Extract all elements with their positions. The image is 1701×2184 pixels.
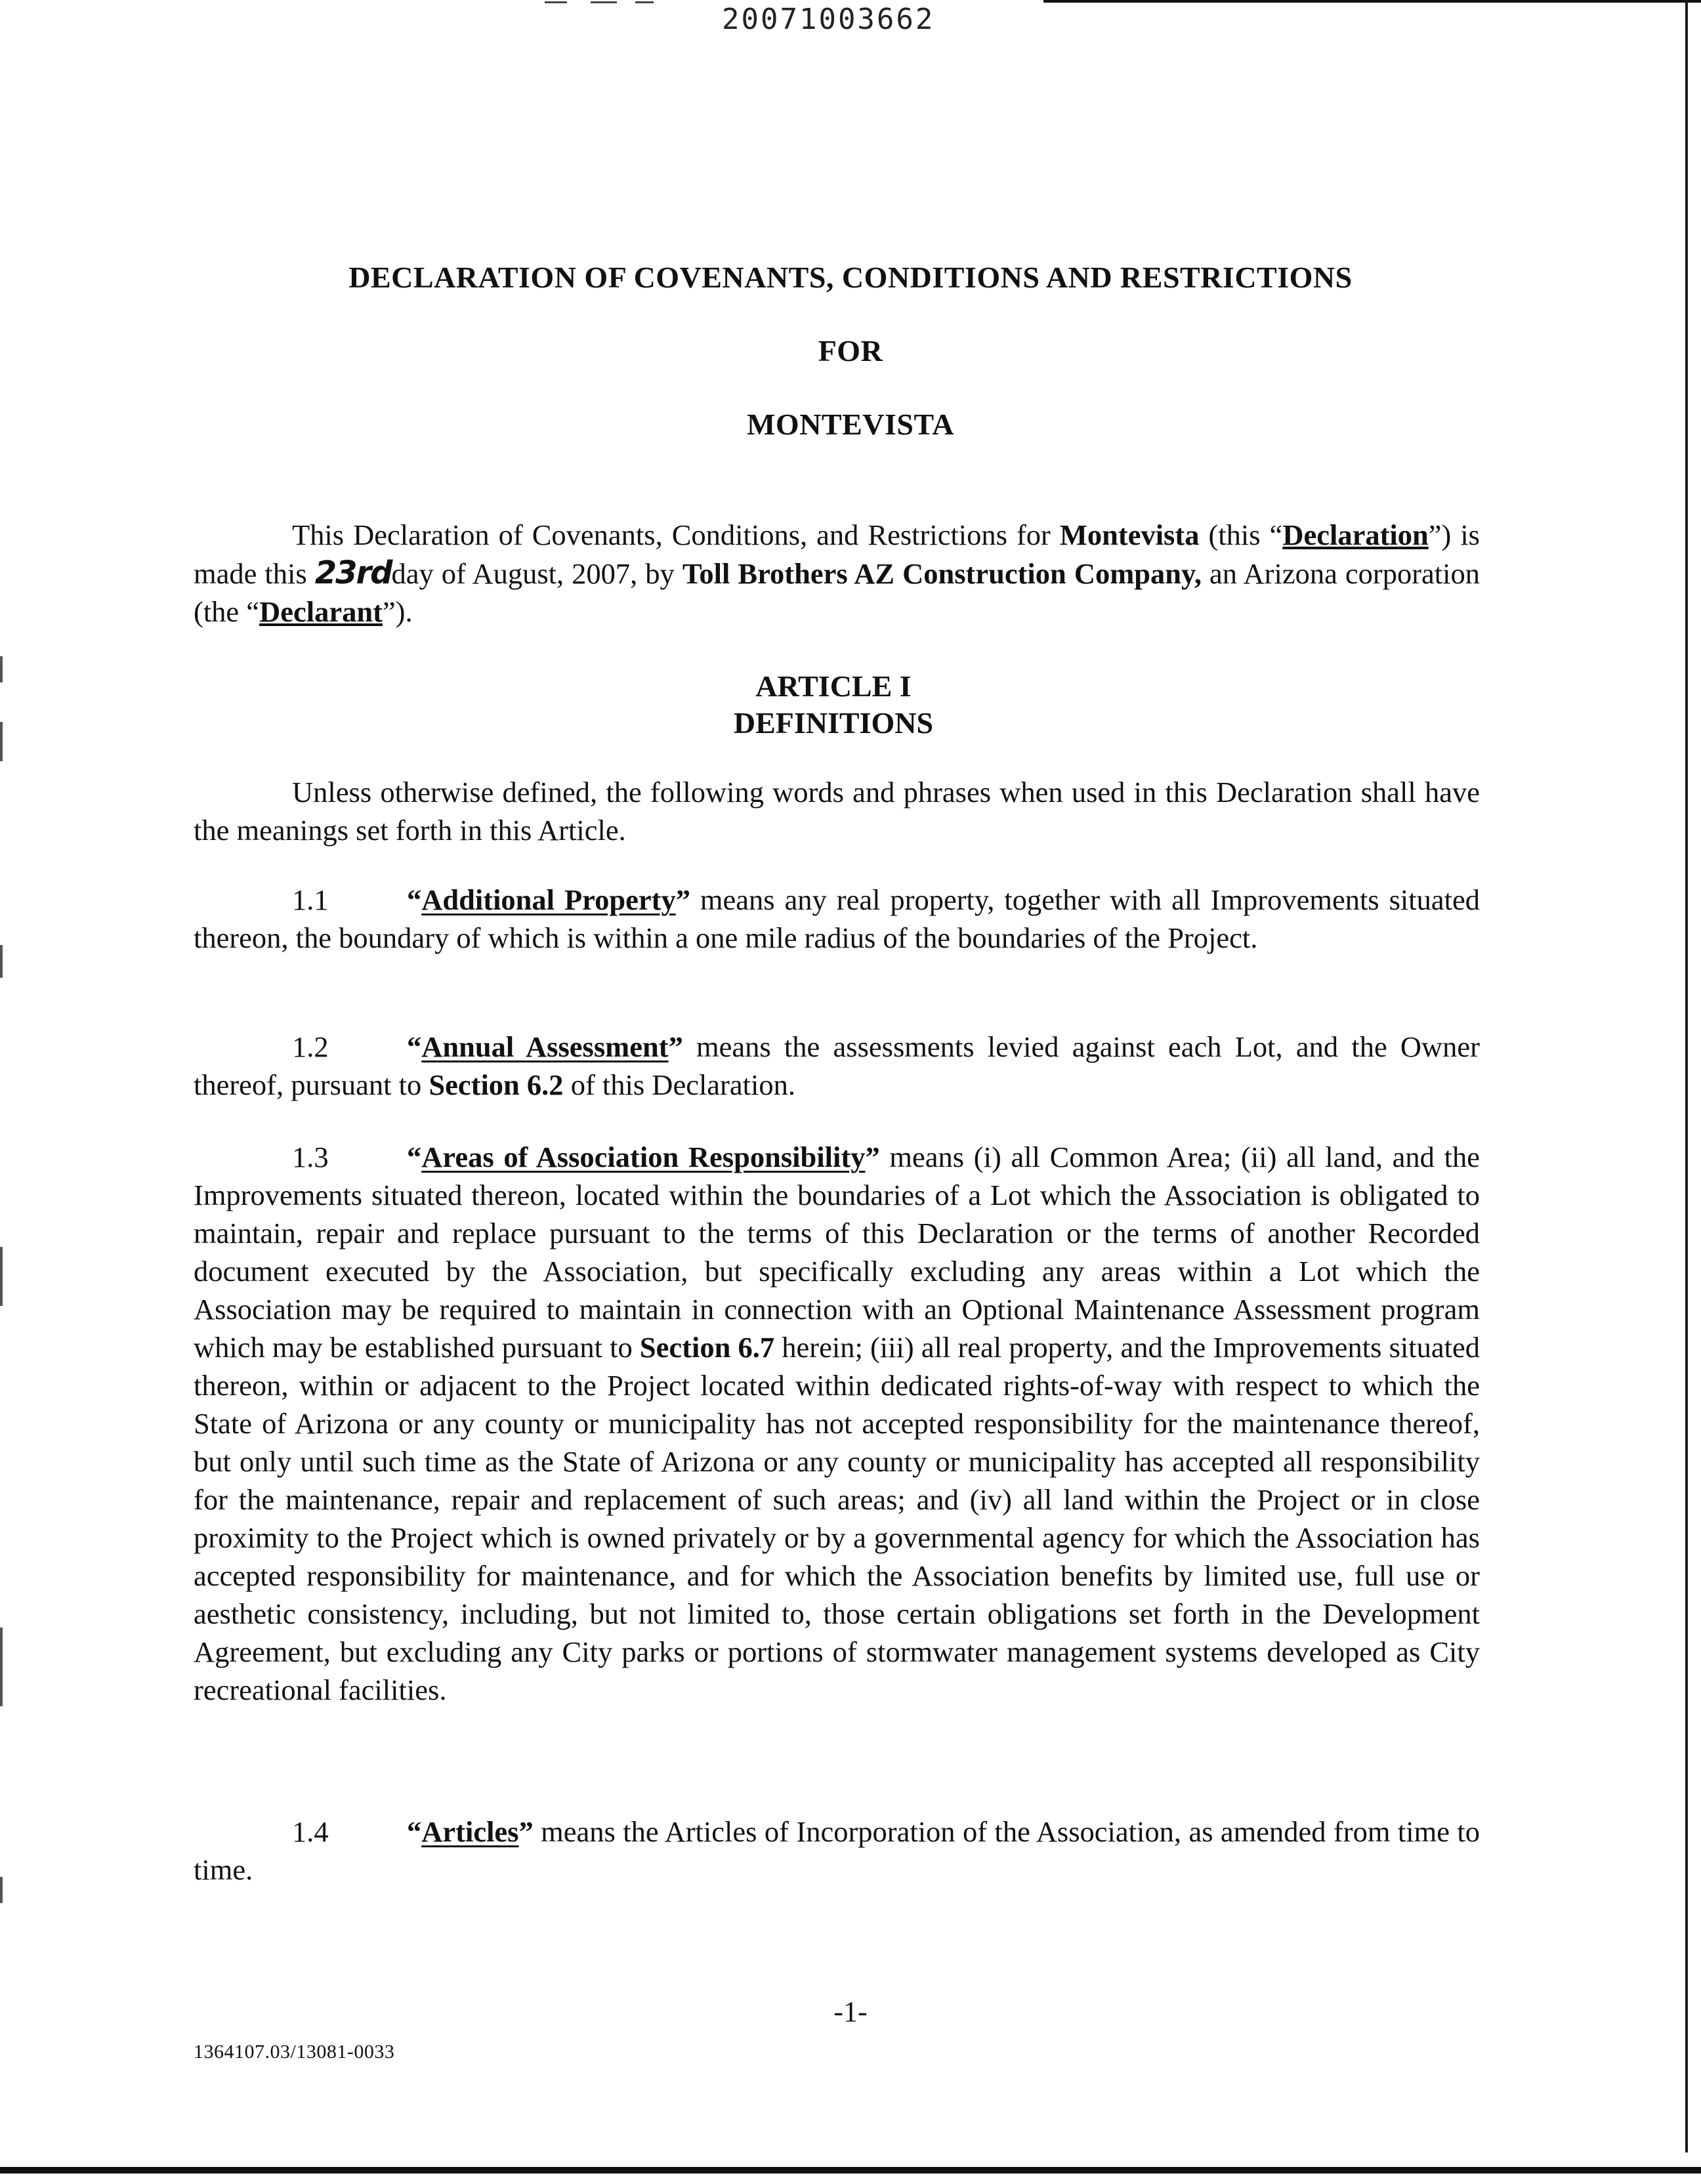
scan-right-border <box>1685 0 1688 2152</box>
defined-term-declarant: Declarant <box>259 595 383 628</box>
document-title-project: MONTEVISTA <box>747 408 954 441</box>
section-number: 1.3 <box>292 1141 329 1173</box>
scan-edge-mark <box>0 1247 3 1306</box>
page-number: -1- <box>833 1996 868 2028</box>
defined-term: Areas of Association Responsibility <box>421 1141 866 1173</box>
section-1-1: 1.1 “Additional Property” means any real property, together with all Improvements situated thereon, the boundary of which is within a one mile radius of the boundaries of the Project. <box>194 881 1480 957</box>
document-id: 1364107.03/13081-0033 <box>194 2041 395 2063</box>
scan-artifact <box>635 1 654 3</box>
scan-artifact <box>591 1 617 3</box>
record-number: 20071003662 <box>722 3 935 36</box>
section-number: 1.2 <box>292 1030 329 1063</box>
document-title: DECLARATION OF COVENANTS, CONDITIONS AND RESTRICTIONS <box>348 261 1353 294</box>
article-name: DEFINITIONS <box>733 706 934 740</box>
definitions-intro: Unless otherwise defined, the following words and phrases when used in this Declaration shall have the meanings set forth in this Article. <box>194 776 1480 847</box>
handwritten-day: 23rd <box>314 555 392 591</box>
scan-edge-mark <box>0 945 3 978</box>
scan-artifact <box>545 1 567 3</box>
section-1-2: 1.2 “Annual Assessment” means the assessments levied against each Lot, and the Owner thereof, pursuant to Section 6.2 of this Declaration. <box>194 1028 1480 1104</box>
section-1-3: 1.3 “Areas of Association Responsibility” means (i) all Common Area; (ii) all land, and the Improvements situated thereon, located within the boundaries of a Lot which the Association is obligated to maintain, repair and replace pursuant to the terms of this Declaration or the terms of another Recorded document executed by the Association, but specifically excluding any areas within a Lot which the Association may be required to maintain in connection with an Optional Maintenance Assessment program which may be established pursuant to Section 6.7 herein; (iii) all real property, and the Improvements situated thereon, within or adjacent to the Project located within dedicated rights-of-way with respect to which the State of Arizona or any county or municipality has not accepted responsibility for the maintenance thereof, but only until such time as the State of Arizona or any county or municipality has accepted all responsibility for the maintenance, repair and replacement of such areas; and (iv) all land within the Project or in close proximity to the Project which is owned privately or by a governmental agency for which the Association has accepted responsibility for maintenance, and for which the Association benefits by limited use, full use or aesthetic consistency, including, but not limited to, those certain obligations set forth in the Development Agreement, but excluding any City parks or portions of stormwater management systems developed as City recreational facilities. <box>194 1138 1480 1709</box>
scan-top-border <box>1043 0 1701 3</box>
scan-edge-mark <box>0 1877 3 1903</box>
article-label: ARTICLE I <box>755 669 912 703</box>
scan-bottom-border <box>0 2167 1701 2174</box>
section-number: 1.1 <box>292 883 329 916</box>
section-number: 1.4 <box>292 1815 329 1848</box>
section-1-4: 1.4 “Articles” means the Articles of Incorporation of the Association, as amended from time to time. <box>194 1813 1480 1889</box>
defined-term: Articles <box>421 1815 519 1848</box>
defined-term: Additional Property <box>421 883 676 916</box>
defined-term: Annual Assessment <box>421 1030 669 1063</box>
intro-paragraph: This Declaration of Covenants, Conditions, and Restrictions for Montevista (this “Declaration”) is made this 23rdday of August, 2007, by Toll Brothers AZ Construction Company, an Arizona corporation (the “Declarant”). <box>194 518 1480 628</box>
document-title-for: FOR <box>818 334 883 368</box>
scan-edge-mark <box>0 1628 3 1706</box>
defined-term-declaration: Declaration <box>1282 518 1429 551</box>
